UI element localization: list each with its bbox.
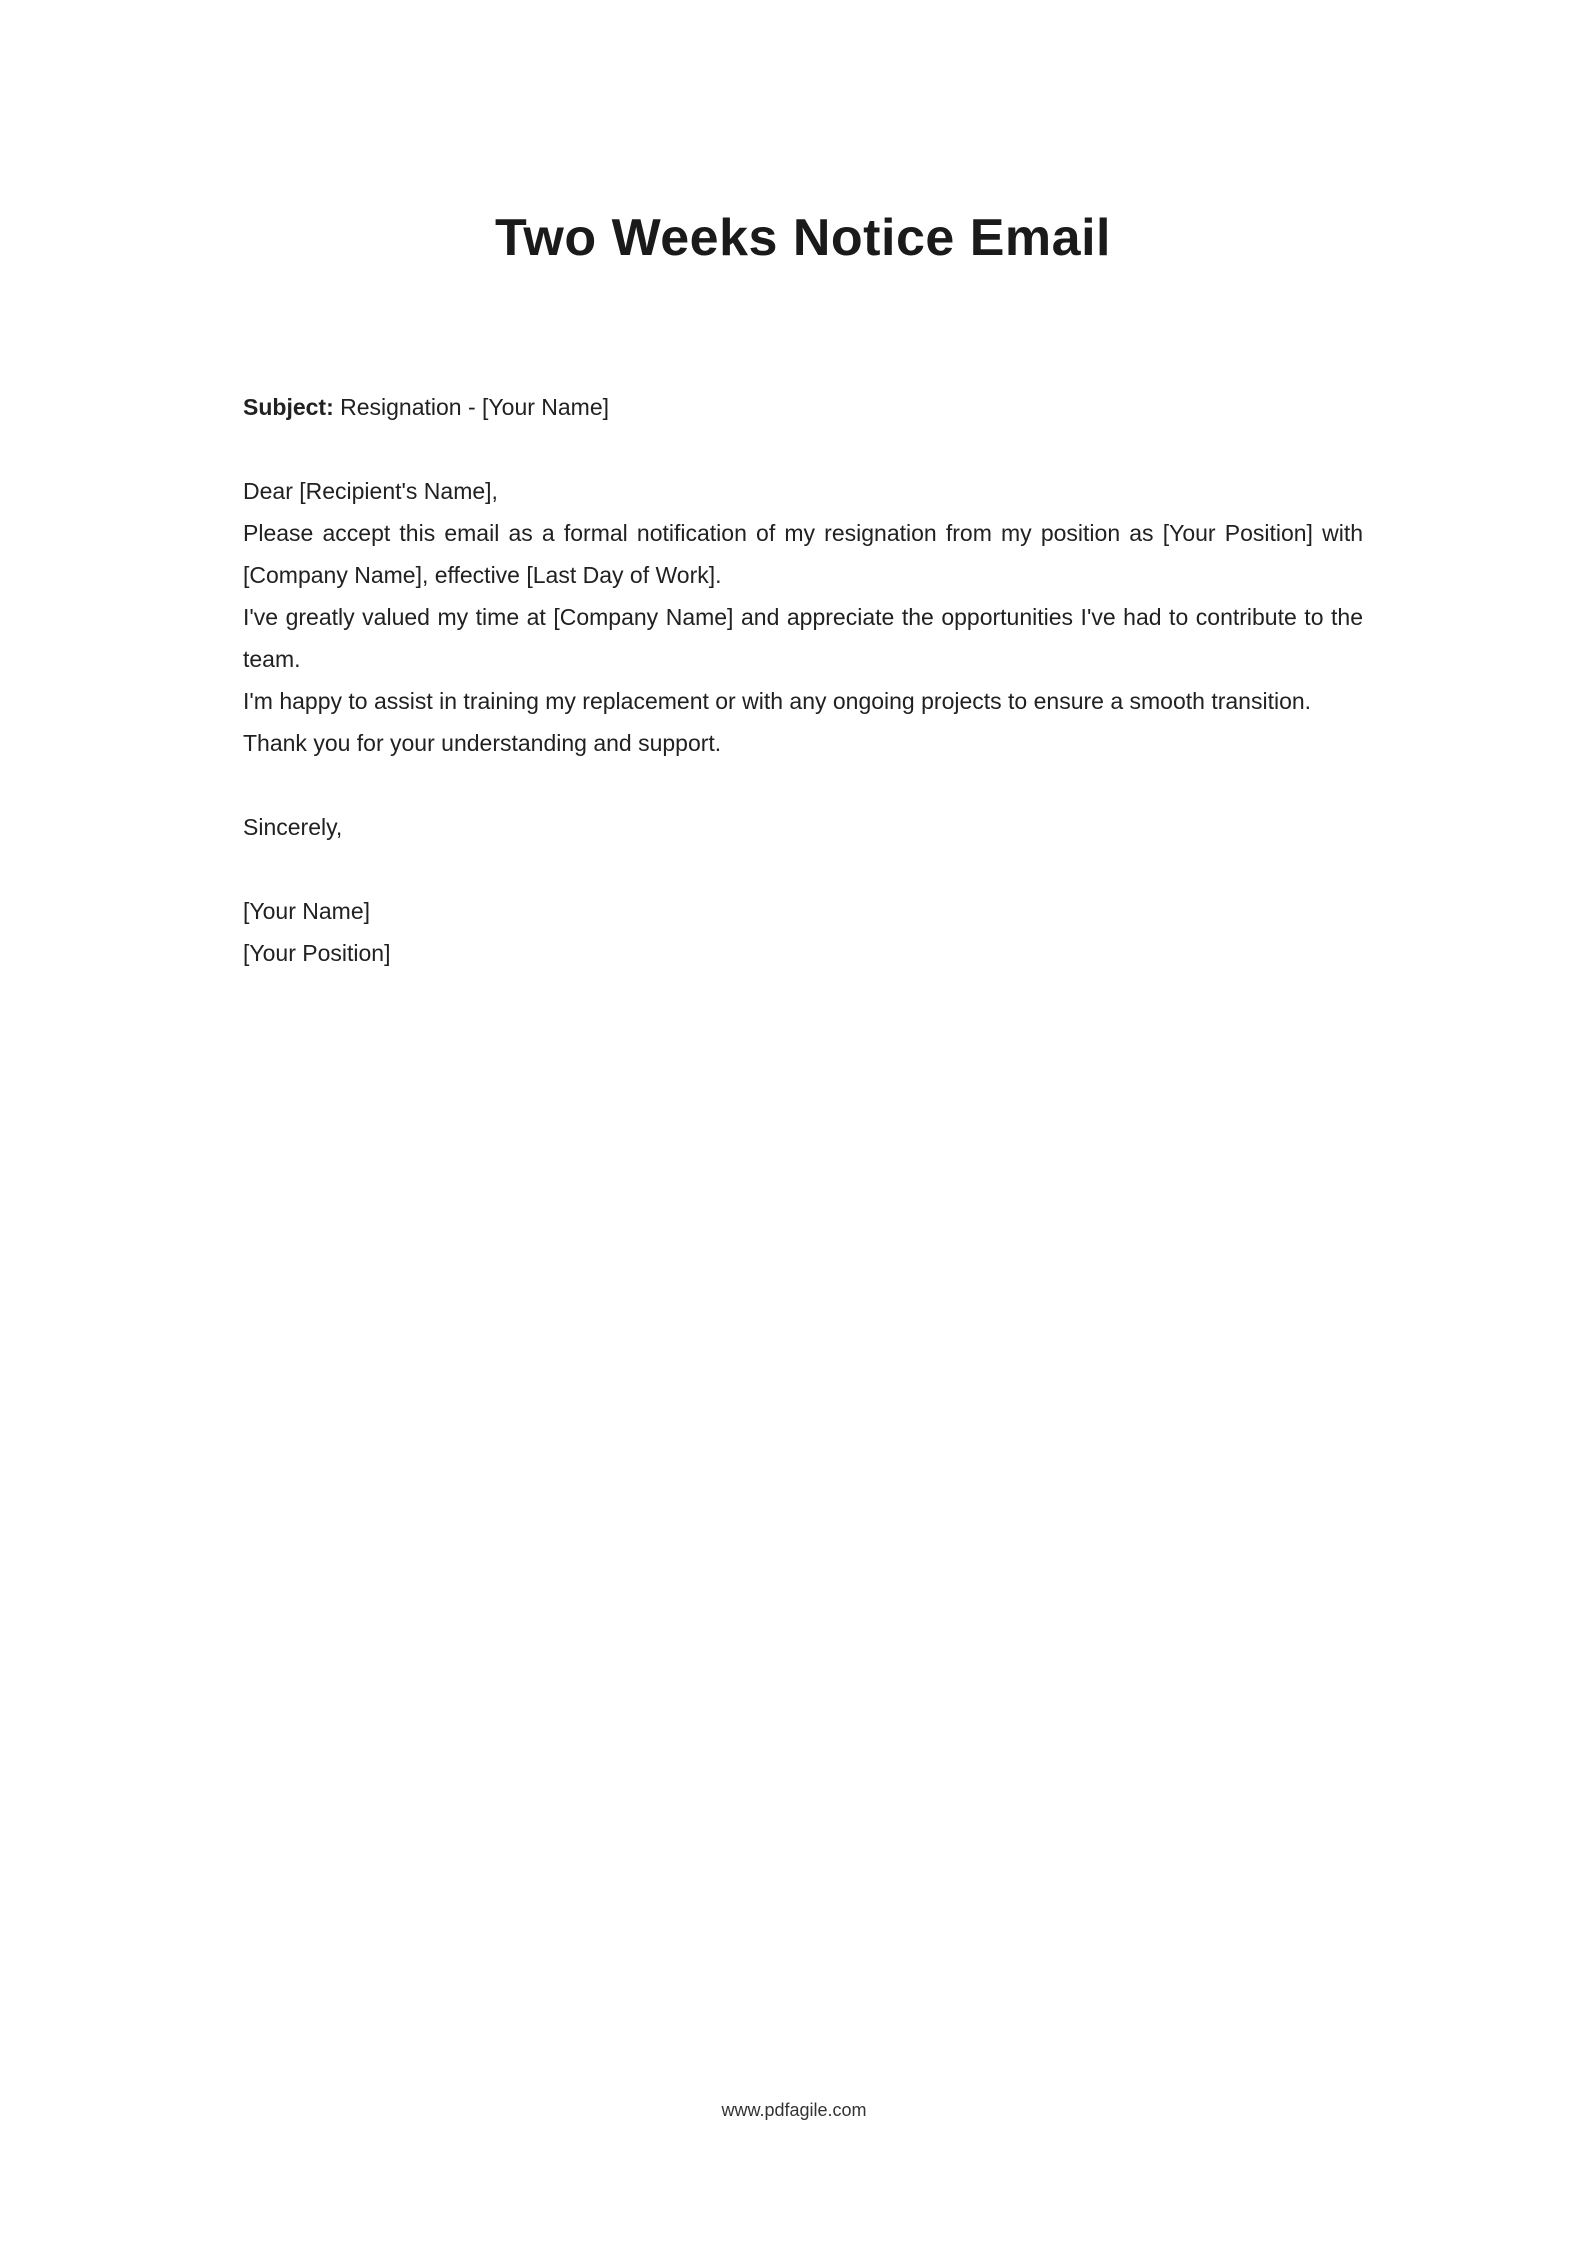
closing-text: Sincerely, — [243, 814, 343, 840]
page-title: Two Weeks Notice Email — [495, 209, 1111, 267]
paragraph: I'm happy to assist in training my replacement or with any ongoing projects to ensure a smooth transition. — [243, 688, 1312, 714]
signature-block — [243, 890, 1363, 974]
document-content — [243, 0, 1363, 974]
subject-line — [243, 386, 1363, 428]
letter-body — [243, 470, 1363, 764]
paragraph: I've greatly valued my time at [Company Name] and appreciate the opportunities I've had to contribute to the team. — [243, 604, 1363, 672]
footer-url: www.pdfagile.com — [721, 2100, 867, 2120]
signature-name: [Your Name] — [243, 898, 370, 924]
salutation: Dear [Recipient's Name], — [243, 478, 498, 504]
subject-label: Subject: — [243, 394, 334, 420]
paragraph: Please accept this email as a formal notification of my resignation from my position as [Your Position] with [Company Name], effective [Last Day of Work]. — [243, 520, 1363, 588]
closing — [243, 806, 1363, 848]
subject-value: Resignation - [Your Name] — [340, 394, 610, 420]
signature-position: [Your Position] — [243, 940, 391, 966]
paragraph: Thank you for your understanding and support. — [243, 730, 722, 756]
